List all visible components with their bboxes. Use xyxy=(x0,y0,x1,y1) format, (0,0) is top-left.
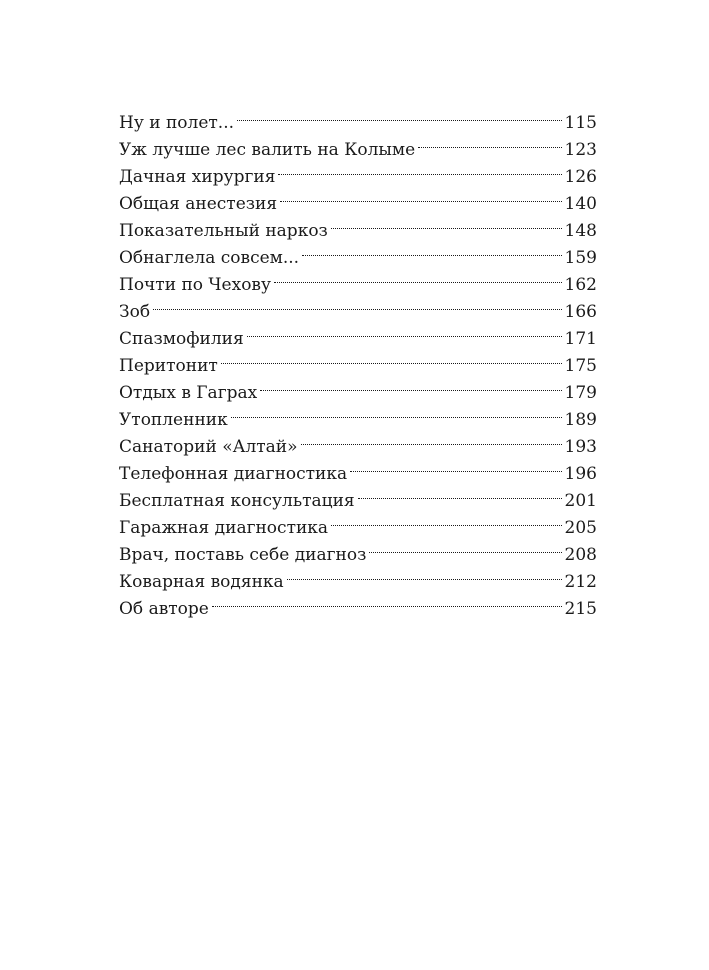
toc-dot-leader xyxy=(302,236,561,263)
toc-dot-leader xyxy=(287,560,562,587)
toc-dot-leader xyxy=(212,587,562,614)
toc-entry-page: 193 xyxy=(564,437,597,457)
toc-entry[interactable] xyxy=(119,317,597,349)
toc-entry-page: 162 xyxy=(564,275,597,295)
toc-entry-title: Дачная хирургия xyxy=(119,167,276,187)
toc-dot-leader xyxy=(358,479,562,506)
toc-dot-leader xyxy=(260,371,561,398)
toc-entry-page: 148 xyxy=(564,221,597,241)
toc-entry-page: 212 xyxy=(564,572,597,592)
toc-dot-leader xyxy=(153,290,561,317)
toc-entry-page: 115 xyxy=(564,113,597,133)
toc-entry-title: Почти по Чехову xyxy=(119,275,272,295)
toc-dot-leader xyxy=(301,425,562,452)
toc-entry-title: Обнаглела совсем... xyxy=(119,248,300,268)
toc-entry-title: Ну и полет... xyxy=(119,113,235,133)
toc-entry-page: 159 xyxy=(564,248,597,268)
toc-entry-title: Гаражная диагностика xyxy=(119,518,329,538)
toc-dot-leader xyxy=(278,155,561,182)
toc-dot-leader xyxy=(274,263,562,290)
toc-entry-page: 189 xyxy=(564,410,597,430)
toc-entry-page: 208 xyxy=(564,545,597,565)
table-of-contents xyxy=(119,101,597,619)
toc-entry-page: 126 xyxy=(564,167,597,187)
toc-entry[interactable] xyxy=(119,290,597,322)
toc-entry-page: 179 xyxy=(564,383,597,403)
toc-entry-page: 123 xyxy=(564,140,597,160)
toc-dot-leader xyxy=(237,101,562,128)
toc-dot-leader xyxy=(369,533,561,560)
toc-entry-page: 201 xyxy=(564,491,597,511)
toc-entry-page: 215 xyxy=(564,599,597,619)
toc-dot-leader xyxy=(331,209,562,236)
toc-entry-title: Об авторе xyxy=(119,599,209,619)
toc-dot-leader xyxy=(331,506,561,533)
toc-dot-leader xyxy=(231,398,562,425)
toc-entry-title: Перитонит xyxy=(119,356,218,376)
toc-entry-title: Коварная водянка xyxy=(119,572,284,592)
toc-entry-title: Утопленник xyxy=(119,410,228,430)
toc-dot-leader xyxy=(280,182,561,209)
toc-entry-title: Врач, поставь себе диагноз xyxy=(119,545,367,565)
toc-entry-title: Уж лучше лес валить на Колыме xyxy=(119,140,416,160)
toc-dot-leader xyxy=(247,317,562,344)
toc-entry-page: 166 xyxy=(564,302,597,322)
toc-dot-leader xyxy=(418,128,561,155)
toc-entry-title: Санаторий «Алтай» xyxy=(119,437,298,457)
toc-entry-page: 175 xyxy=(564,356,597,376)
toc-entry-title: Отдых в Гаграх xyxy=(119,383,258,403)
toc-entry[interactable] xyxy=(119,101,597,133)
toc-entry-title: Спазмофилия xyxy=(119,329,244,349)
toc-entry-title: Показательный наркоз xyxy=(119,221,328,241)
toc-entry-page: 140 xyxy=(564,194,597,214)
toc-entry-page: 196 xyxy=(564,464,597,484)
toc-entry-title: Зоб xyxy=(119,302,151,322)
toc-entry-page: 171 xyxy=(564,329,597,349)
toc-entry-page: 205 xyxy=(564,518,597,538)
toc-entry-title: Бесплатная консультация xyxy=(119,491,355,511)
toc-dot-leader xyxy=(221,344,562,371)
toc-entry-title: Общая анестезия xyxy=(119,194,278,214)
toc-entry-title: Телефонная диагностика xyxy=(119,464,348,484)
toc-dot-leader xyxy=(350,452,561,479)
